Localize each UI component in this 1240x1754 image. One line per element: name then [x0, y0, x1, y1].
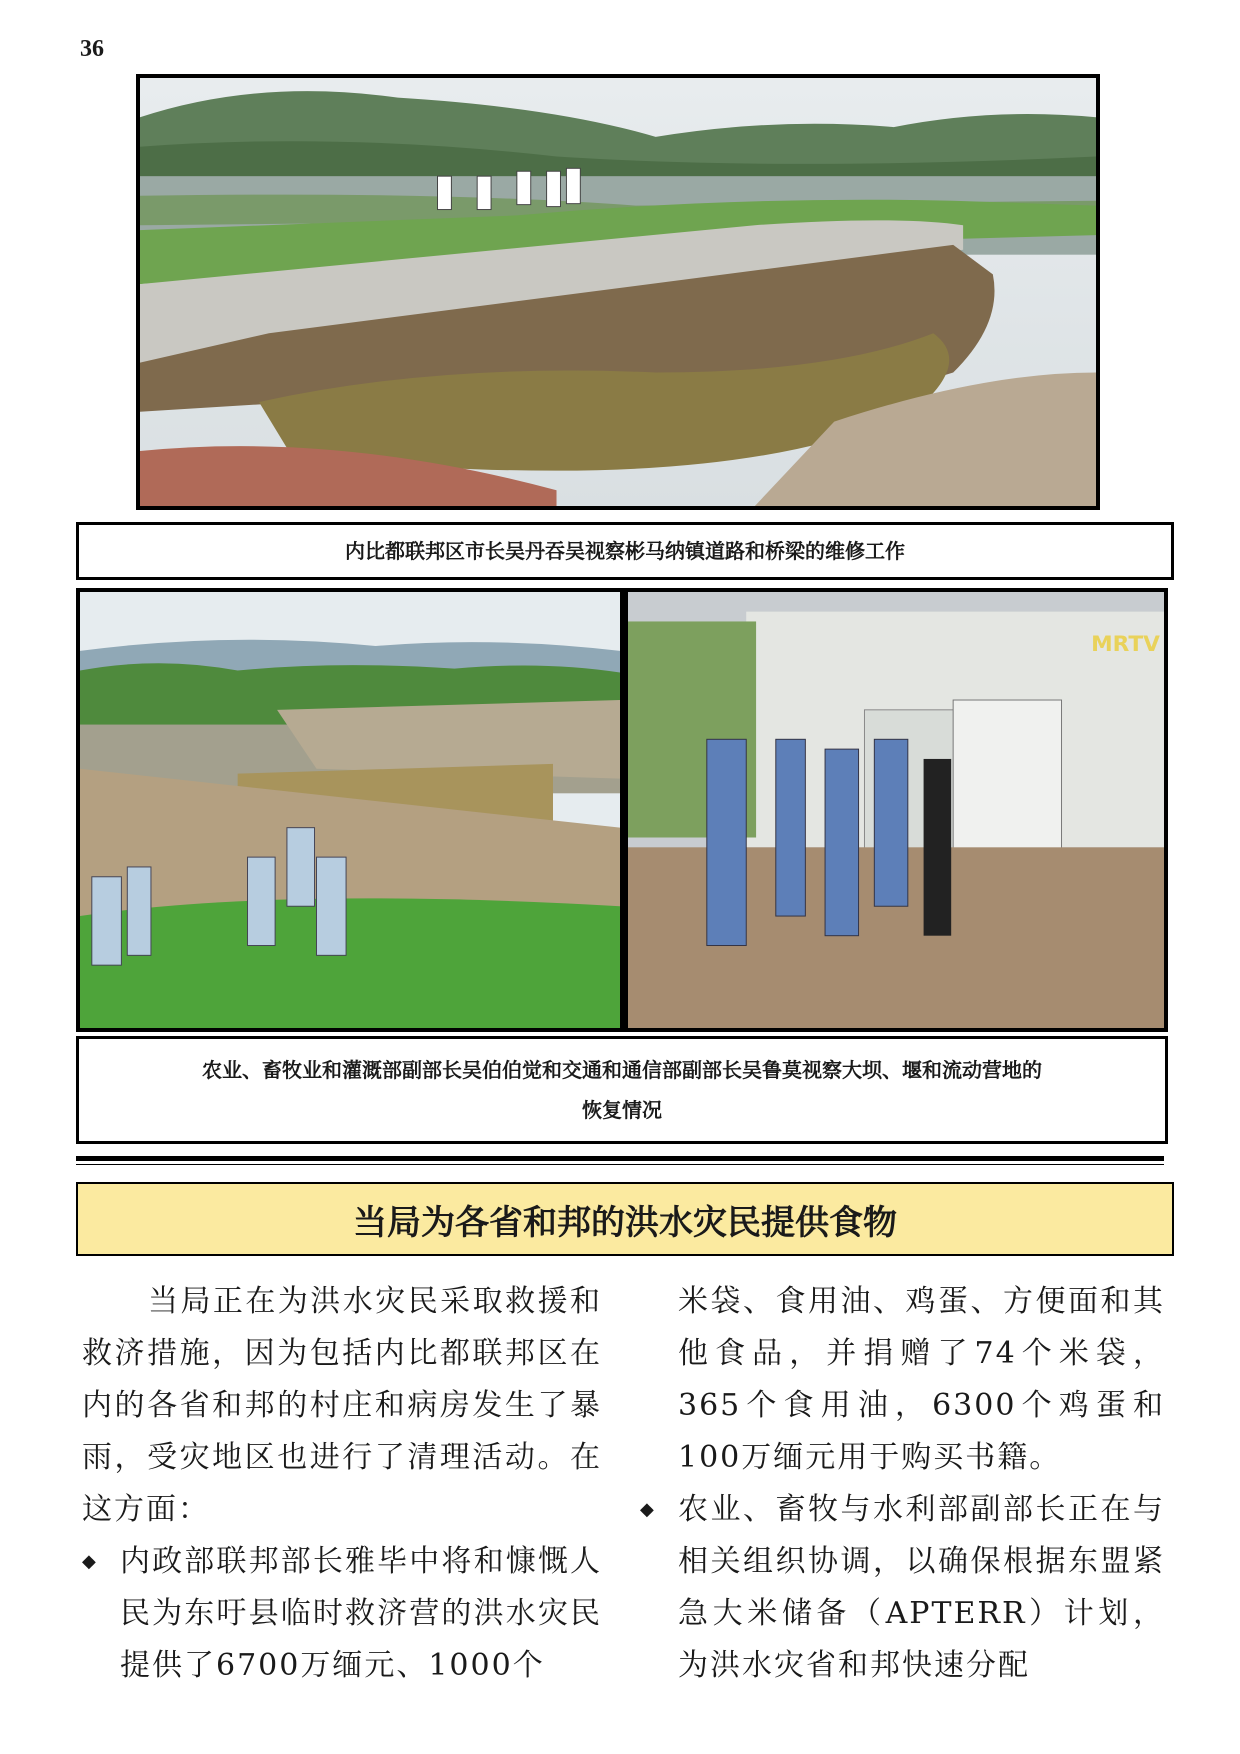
list-item — [82, 1536, 602, 1692]
bottom-photo-caption — [76, 1036, 1168, 1144]
bullet1-continuation: 米袋、食用油、鸡蛋、方便面和其他食品，并捐赠了74个米袋，365个食用油，6300个鸡蛋和100万缅元用于购买书籍。 — [678, 1284, 1165, 1475]
bullet-icon: ◆ — [82, 1551, 98, 1572]
list-item — [640, 1484, 1165, 1692]
bottom-caption-line2: 恢复情况 — [582, 1098, 662, 1122]
road-damage-photo — [136, 74, 1100, 510]
mobile-station-photo — [624, 588, 1168, 1032]
page-number: 36 — [80, 36, 104, 62]
article-column-left — [82, 1276, 602, 1692]
top-photo-caption — [76, 522, 1174, 580]
bullet2-text: 农业、畜牧与水利部副部长正在与相关组织协调，以确保根据东盟紧急大米储备（APTERR）计划，为洪水灾省和邦快速分配 — [678, 1492, 1165, 1683]
section-divider — [76, 1156, 1164, 1161]
article-column-right — [640, 1276, 1165, 1692]
bullet-icon: ◆ — [640, 1499, 656, 1520]
bullet1-text: 内政部联邦部长雅毕中将和慷慨人民为东吁县临时救济营的洪水灾民提供了6700万缅元、1000个 — [120, 1544, 602, 1683]
top-caption-text: 内比都联邦区市长吴丹吞吴视察彬马纳镇道路和桥梁的维修工作 — [345, 539, 905, 563]
section-divider-thin — [76, 1164, 1164, 1165]
bottom-caption-line1: 农业、畜牧业和灌溉部副部长吴伯伯觉和交通和通信部副部长吴鲁莫视察大坝、堰和流动营地的 — [202, 1058, 1042, 1082]
article-intro: 当局正在为洪水灾民采取救援和救济措施，因为包括内比都联邦区在内的各省和邦的村庄和病房发生了暴雨，受灾地区也进行了清理活动。在这方面： — [82, 1284, 602, 1527]
dam-inspection-photo — [76, 588, 624, 1032]
article-headline: 当局为各省和邦的洪水灾民提供食物 — [353, 1202, 897, 1243]
tv-watermark: MRTV — [1091, 631, 1160, 657]
article-headline-box — [76, 1182, 1174, 1256]
